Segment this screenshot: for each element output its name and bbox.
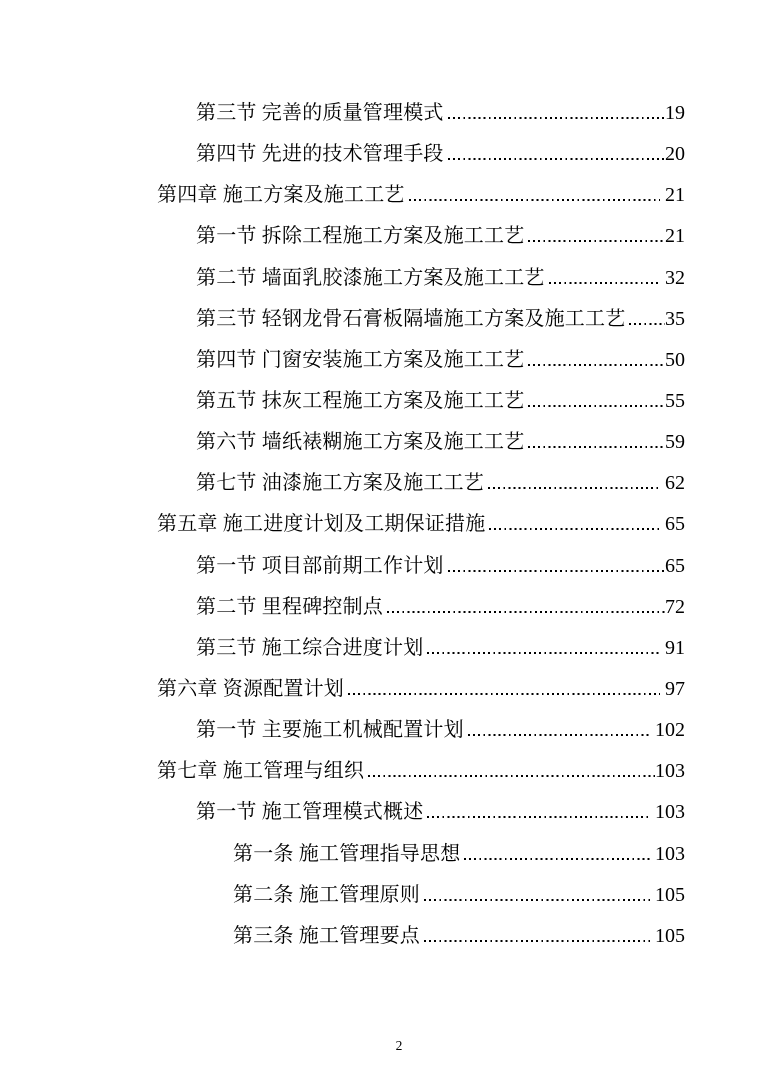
toc-entry-label: 第一节 主要施工机械配置计划: [196, 719, 464, 742]
toc-dot-leader: [368, 775, 655, 777]
toc-dot-leader: [489, 528, 660, 530]
footer-page-number: 2: [395, 1038, 403, 1053]
toc-entry[interactable]: [113, 134, 685, 175]
toc-entry-label: 第三节 完善的质量管理模式: [196, 102, 444, 124]
toc-dot-leader: [629, 323, 665, 325]
toc-entry[interactable]: [113, 834, 685, 875]
toc-list: [113, 93, 685, 957]
toc-entry[interactable]: [113, 587, 685, 628]
toc-dot-leader: [448, 117, 665, 119]
toc-entry[interactable]: [113, 463, 685, 504]
toc-page-number: 102: [655, 719, 685, 742]
toc-entry[interactable]: [113, 792, 685, 833]
toc-entry-label: 第四章 施工方案及施工工艺: [157, 184, 405, 207]
toc-page-number: 91: [665, 636, 685, 659]
toc-entry-label: 第七节 油漆施工方案及施工工艺: [196, 472, 484, 495]
toc-dot-leader: [528, 240, 665, 242]
toc-entry-label: 第三节 施工综合进度计划: [196, 636, 424, 659]
toc-page-number: 72: [665, 595, 685, 618]
toc-page-number: 105: [655, 924, 685, 947]
toc-page-number: 97: [665, 677, 685, 700]
toc-entry-label: 第七章 施工管理与组织: [157, 760, 365, 783]
toc-entry-label: 第五章 施工进度计划及工期保证措施: [157, 513, 486, 536]
toc-entry-label: 第一节 项目部前期工作计划: [196, 554, 444, 577]
toc-dot-leader: [549, 282, 660, 284]
toc-dot-leader: [387, 611, 665, 613]
toc-page-number: 65: [665, 554, 685, 577]
toc-entry[interactable]: [113, 175, 685, 216]
toc-entry-label: 第三节 轻钢龙骨石膏板隔墙施工方案及施工工艺: [196, 307, 626, 330]
toc-entry-label: 第三条 施工管理要点: [233, 924, 420, 947]
toc-dot-leader: [528, 364, 665, 366]
toc-dot-leader: [427, 816, 650, 818]
toc-entry-label: 第五节 抹灰工程施工方案及施工工艺: [196, 389, 525, 412]
toc-page-number: 59: [665, 431, 685, 454]
toc-page-number: 103: [655, 842, 685, 865]
toc-entry-label: 第四节 门窗安装施工方案及施工工艺: [196, 348, 525, 371]
toc-entry[interactable]: [113, 751, 685, 792]
toc-page-number: 20: [665, 143, 685, 166]
toc-page-number: 32: [665, 266, 685, 289]
toc-dot-leader: [409, 199, 660, 201]
toc-entry-label: 第二条 施工管理原则: [233, 883, 420, 906]
toc-entry[interactable]: [113, 93, 685, 134]
toc-dot-leader: [424, 899, 650, 901]
toc-entry[interactable]: [113, 299, 685, 340]
toc-entry[interactable]: [113, 422, 685, 463]
toc-page-number: 55: [665, 389, 685, 412]
toc-page-number: 35: [665, 307, 685, 330]
toc-entry[interactable]: [113, 546, 685, 587]
toc-dot-leader: [468, 734, 650, 736]
toc-page-number: 65: [665, 513, 685, 536]
toc-dot-leader: [424, 940, 650, 942]
toc-page-number: 103: [655, 760, 685, 783]
toc-entry[interactable]: [113, 216, 685, 257]
toc-entry-label: 第一条 施工管理指导思想: [233, 842, 461, 865]
toc-page-number: 19: [665, 102, 685, 124]
toc-entry-label: 第六章 资源配置计划: [157, 677, 344, 700]
toc-entry-label: 第四节 先进的技术管理手段: [196, 143, 444, 166]
toc-entry[interactable]: [113, 669, 685, 710]
toc-dot-leader: [427, 652, 660, 654]
toc-entry[interactable]: [113, 258, 685, 299]
toc-dot-leader: [528, 446, 665, 448]
toc-entry-label: 第一节 施工管理模式概述: [196, 801, 424, 824]
toc-dot-leader: [448, 158, 665, 160]
toc-page-number: 103: [655, 801, 685, 824]
toc-page-number: 21: [665, 184, 685, 207]
toc-entry-label: 第二节 墙面乳胶漆施工方案及施工工艺: [196, 266, 545, 289]
toc-entry[interactable]: [113, 628, 685, 669]
toc-dot-leader: [448, 570, 665, 572]
toc-entry[interactable]: [113, 916, 685, 957]
toc-entry-label: 第一节 拆除工程施工方案及施工工艺: [196, 225, 525, 248]
toc-entry[interactable]: [113, 504, 685, 545]
toc-page-number: 21: [665, 225, 685, 248]
toc-dot-leader: [348, 693, 660, 695]
toc-entry-label: 第六节 墙纸裱糊施工方案及施工工艺: [196, 431, 525, 454]
toc-entry[interactable]: [113, 710, 685, 751]
toc-dot-leader: [488, 487, 660, 489]
toc-dot-leader: [528, 405, 665, 407]
toc-entry[interactable]: [113, 340, 685, 381]
toc-entry[interactable]: [113, 875, 685, 916]
toc-page-number: 50: [665, 348, 685, 371]
toc-page-number: 105: [655, 883, 685, 906]
toc-entry-label: 第二节 里程碑控制点: [196, 595, 383, 618]
toc-page-number: 62: [665, 472, 685, 495]
toc-dot-leader: [464, 858, 650, 860]
toc-entry[interactable]: [113, 381, 685, 422]
